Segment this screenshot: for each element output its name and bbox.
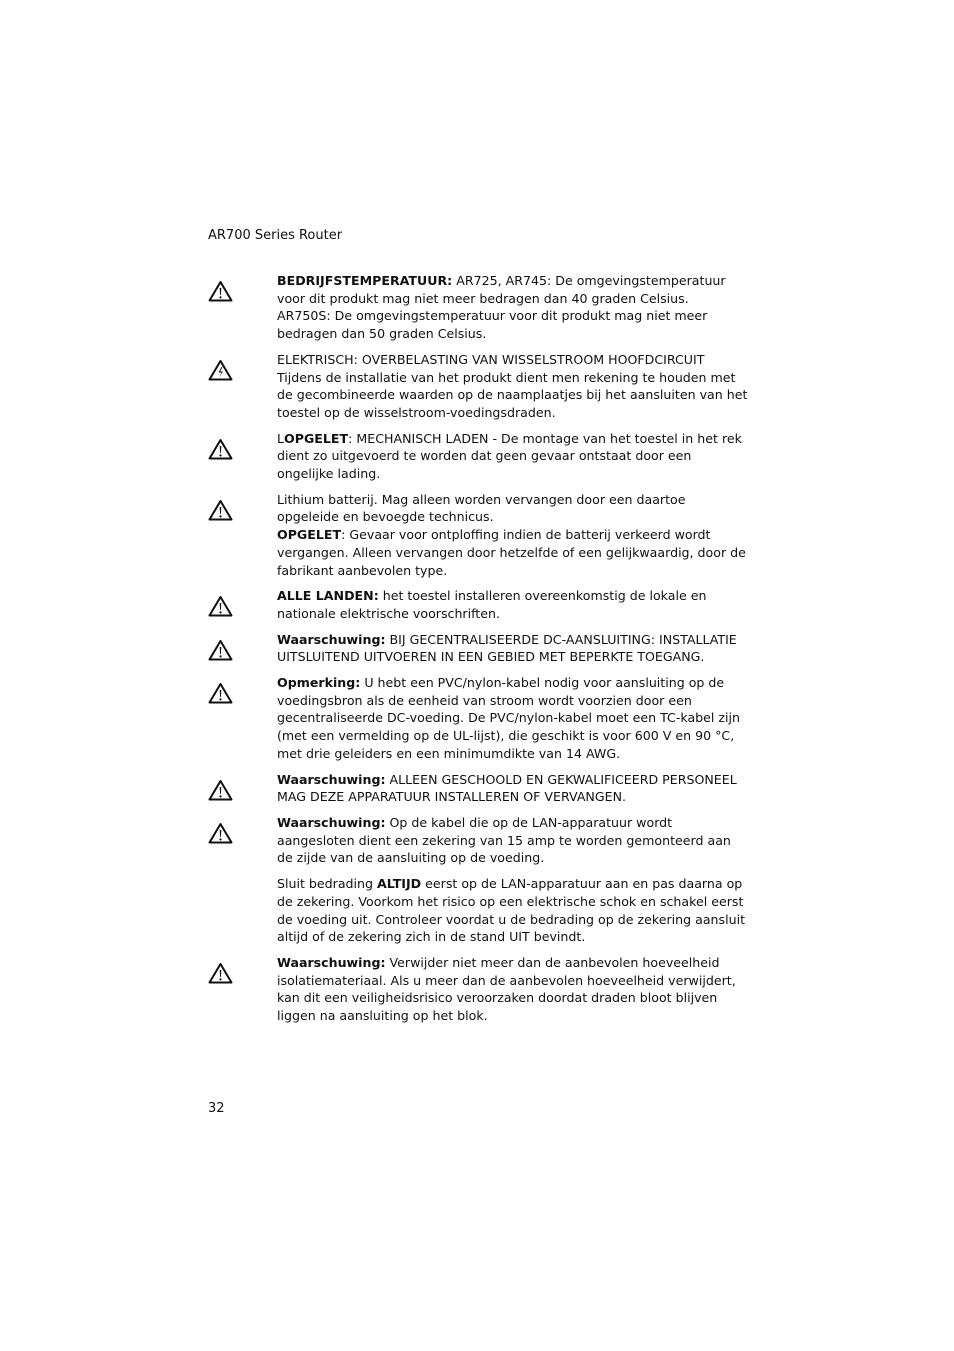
warning-text (277, 814, 748, 946)
warning-paragraph (277, 491, 748, 526)
warning-list (208, 272, 748, 1033)
warning-paragraph (277, 954, 748, 1025)
warning-entry (208, 771, 748, 806)
warning-text (277, 351, 748, 422)
warning-label: OPGELET (277, 527, 342, 543)
warning-paragraph (277, 307, 748, 342)
warning-triangle-icon (208, 430, 277, 460)
warning-entry (208, 587, 748, 622)
warning-label: ALTIJD (377, 876, 422, 892)
warning-label: Opmerking: (277, 675, 361, 691)
warning-entry (208, 272, 748, 343)
electrical-hazard-icon (208, 351, 277, 381)
warning-text (277, 491, 748, 580)
warning-triangle-icon (208, 814, 277, 844)
warning-paragraph (277, 631, 748, 666)
warning-text (277, 631, 748, 666)
warning-label: ALLE LANDEN: (277, 588, 379, 604)
warning-text (277, 587, 748, 622)
warning-entry (208, 631, 748, 666)
warning-body: : MECHANISCH LADEN - De montage van het toestel in het rek dient zo uitgevoerd te worden dat geen gevaar ontstaat door een ongelijke lading. (277, 430, 742, 482)
warning-text (277, 674, 748, 763)
warning-triangle-icon (208, 587, 277, 617)
warning-body: BIJ GECENTRALISEERDE DC-AANSLUITING: INSTALLATIE UITSLUITEND UITVOEREN IN EEN GEBIED MET BEPERKTE TOEGANG. (277, 631, 737, 665)
warning-text (277, 954, 748, 1025)
page-number: 32 (208, 1101, 225, 1116)
warning-entry (208, 954, 748, 1025)
warning-label: Waarschuwing: (277, 631, 386, 647)
warning-paragraph (277, 430, 748, 483)
warning-label: Waarschuwing: (277, 814, 386, 830)
warning-paragraph (277, 771, 748, 806)
warning-body: Op de kabel die op de LAN-apparatuur wordt aangesloten dient een zekering van 15 amp te worden gemonteerd aan de zijde van de aansluiting op de voeding. (277, 814, 731, 866)
warning-body: Lithium batterij. Mag alleen worden vervangen door een daartoe opgeleide en bevoegde technicus. (277, 491, 686, 525)
warning-text (277, 771, 748, 806)
warning-body: eerst op de LAN-apparatuur aan en pas daarna op de zekering. Voorkom het risico op een elektrische schok en schakel eerst de voeding uit. Controleer voordat u de bedrading op de zekering aansluit altijd of de zekering zich in de stand UIT bevindt. (277, 876, 746, 945)
warning-label: BEDRIJFSTEMPERATUUR: (277, 273, 453, 288)
warning-label: Waarschuwing: (277, 954, 386, 970)
warning-triangle-icon (208, 771, 277, 801)
warning-body: U hebt een PVC/nylon-kabel nodig voor aansluiting op de voedingsbron als de eenheid van stroom wordt voorzien door een gecentraliseerde DC-voeding. De PVC/nylon-kabel moet een TC-kabel zijn (met een vermelding op de UL-lijst), die geschikt is voor 600 V en 90 °C, met drie geleiders en een minimumdikte van 14 AWG. (277, 675, 741, 761)
warning-triangle-icon (208, 674, 277, 704)
warning-text (277, 430, 748, 483)
paragraph-prefix: Sluit bedrading (277, 876, 378, 892)
warning-triangle-icon (208, 631, 277, 661)
warning-body: het toestel installeren overeenkomstig de lokale en nationale elektrische voorschriften. (277, 588, 707, 621)
warning-entry (208, 351, 748, 422)
warning-body: ALLEEN GESCHOOLD EN GEKWALIFICEERD PERSONEEL MAG DEZE APPARATUUR INSTALLEREN OF VERVANGEN. (277, 771, 737, 805)
warning-label: OPGELET (284, 430, 349, 446)
warning-paragraph (277, 526, 748, 579)
warning-paragraph (277, 875, 748, 946)
warning-entry (208, 814, 748, 946)
warning-paragraph (277, 674, 748, 763)
warning-triangle-icon (208, 491, 277, 521)
warning-body: ELEKTRISCH: OVERBELASTING VAN WISSELSTROOM HOOFDCIRCUIT (277, 351, 705, 367)
running-header: AR700 Series Router (208, 228, 343, 243)
warning-paragraph (277, 587, 748, 622)
warning-body: AR750S: De omgevingstemperatuur voor dit produkt mag niet meer bedragen dan 50 graden Celsius. (277, 308, 708, 342)
warning-triangle-icon (208, 954, 277, 984)
warning-body: : Gevaar voor ontploffing indien de batterij verkeerd wordt vergangen. Alleen vervangen door hetzelfde of een gelijkwaardig, door de fabrikant aanbevolen type. (277, 527, 746, 578)
warning-triangle-icon (208, 272, 277, 302)
warning-body: AR725, AR745: De omgevingstemperatuur voor dit produkt mag niet meer bedragen dan 40 graden Celsius. (277, 273, 726, 306)
warning-text (277, 272, 748, 343)
warning-paragraph (277, 369, 748, 422)
paragraph-prefix: L (277, 430, 285, 446)
warning-paragraph (277, 351, 748, 369)
warning-entry (208, 430, 748, 483)
warning-label: Waarschuwing: (277, 771, 386, 787)
warning-body: Tijdens de installatie van het produkt dient men rekening te houden met de gecombineerde waarden op de naamplaatjes bij het aansluiten van het toestel op de wisselstroom-voedingsdraden. (277, 369, 748, 420)
warning-entry (208, 674, 748, 763)
warning-paragraph (277, 272, 748, 307)
warning-body: Verwijder niet meer dan de aanbevolen hoeveelheid isolatiemateriaal. Als u meer dan de aanbevolen hoeveelheid verwijdert, kan dit een veiligheidsrisico veroorzaken doordat draden bloot blijven liggen na aansluiting op het blok. (277, 954, 736, 1024)
warning-paragraph (277, 814, 748, 867)
warning-entry (208, 491, 748, 580)
